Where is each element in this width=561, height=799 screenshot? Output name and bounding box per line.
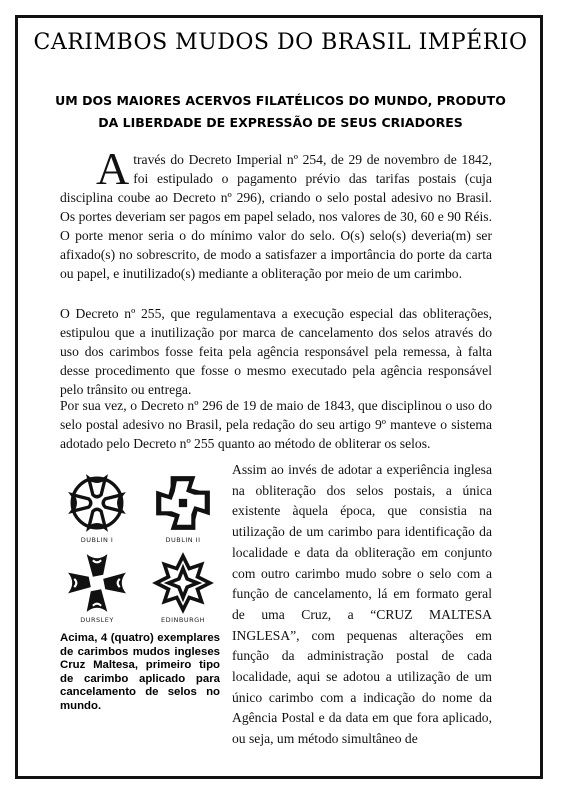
maltese-cross-stamp-icon [152,552,214,614]
paragraph-3: Por sua vez, o Decreto nº 296 de 19 de maio de 1843, que disciplinou o uso do selo postal adesivo no Brasil, pela redação do seu artigo 9º manteve o sistema adotado pelo Decreto nº 255 quanto ao método de obliterar os selos. [60,398,492,451]
page-title: CARIMBOS MUDOS DO BRASIL IMPÉRIO [33,30,528,55]
maltese-cross-stamp-icon [66,552,128,614]
stamp-label-dursley: DURSLEY [80,616,114,624]
stamp-label-dublin-i: DUBLIN I [80,536,114,544]
stamps-figure [60,470,222,628]
maltese-cross-stamp-icon [152,472,214,534]
stamp-label-edinburgh: EDINBURGH [160,616,206,624]
drop-cap: A [96,143,130,194]
page-subtitle: UM DOS MAIORES ACERVOS FILATÉLICOS DO MUNDO, PRODUTO DA LIBERDADE DE EXPRESSÃO DE SEUS CRIADORES [55,93,506,130]
paragraph-2: O Decreto nº 255, que regulamentava a execução especial das obliterações, estipulou que a inutilização por marca de cancelamento dos selos através do uso dos carimbos fosse feita pela agência responsável pela remessa, à falta desse procedimento que fosse o mesmo executado pela agência responsável pelo trânsito ou entrega. [60,306,492,397]
paragraph-1-text: través do Decreto Imperial nº 254, de 29 de novembro de 1842, foi estipulado o pagamento prévio das tarifas postais (cuja disciplina coube ao Decreto nº 296), criando o selo postal adesivo no Brasil. Os portes deveriam ser pagos em papel selado, nos valores de 30, 60 e 90 Réis. O porte menor seria o do mínimo valor do selo. O(s) selo(s) deveria(m) ser afixado(s) no sobrescrito, de modo a satisfazer a importância do porte da carta ou papel, e inutilizado(s) mediante a obliteração por meio de um carimbo. [60,152,492,281]
maltese-cross-stamp-icon [66,472,128,534]
paragraph-1 [60,143,492,283]
figure-caption: Acima, 4 (quatro) exemplares de carimbos mudos ingleses Cruz Maltesa, primeiro tipo de carimbo aplicado para cancelamento de selos no mundo. [60,632,220,712]
stamp-label-dublin-ii: DUBLIN II [165,536,201,544]
column-text: Assim ao invés de adotar a experiência inglesa na obliteração dos selos postais, a única existente àquela época, que consistia na utilização de um carimbo para identificação da localidade e data da obliteração em conjunto com outro carimbo mudo sobre o selo com a função de cancelamento, lá em formato geral de uma Cruz, a “CRUZ MALTESA INGLESA”, com pequenas alterações em função da administração postal de cada localidade, aqui se adotou a utilização de um único carimbo com a indicação do nome da Agência Postal e da data em que fora aplicado, ou seja, um método simultâneo de [232,462,492,747]
